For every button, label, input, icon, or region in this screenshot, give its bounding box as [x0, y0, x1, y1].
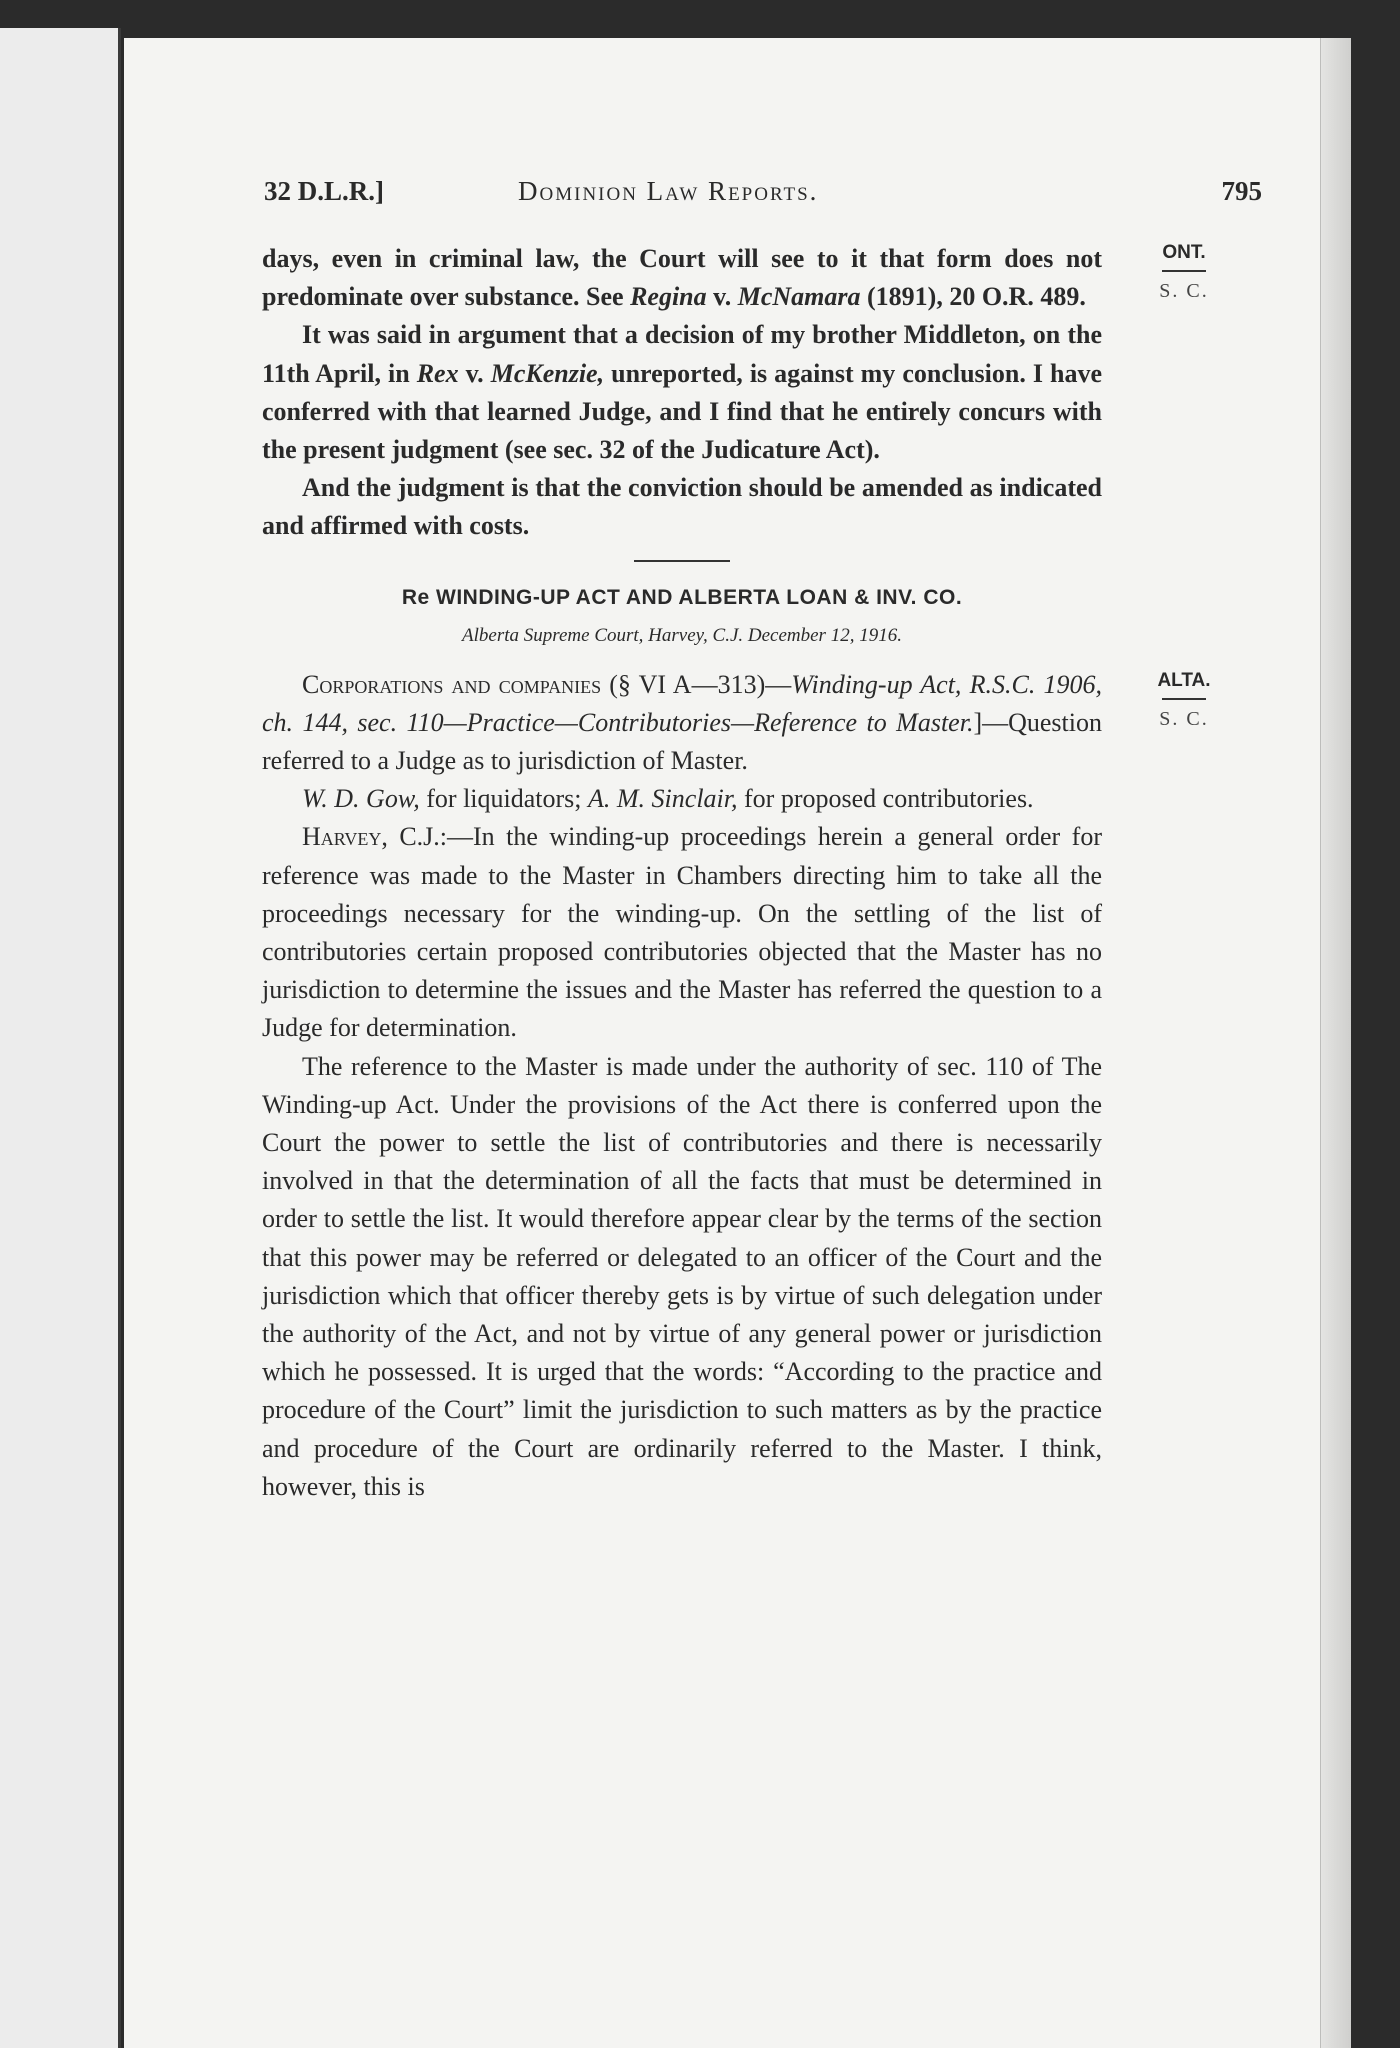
counsel-name: W. D. Gow, [302, 784, 420, 814]
prev-case-paragraph-1: days, even in criminal law, the Court will see to it that form does not predominate over substance. See Regina v. McNamara (1891), 20 O.R. 489. [262, 244, 1102, 312]
margin-province: ONT. [1162, 242, 1206, 263]
judgment-paragraph-1: Harvey, C.J.:—In the winding-up proceedings herein a general order for reference was made to the Master in Chambers directing him to take all the proceedings necessary for the winding-up. On the settling of the list of contributories certain proposed contributories objected that the Master has no jurisdiction to determine the issues and the Master has referred the question to a Judge for determination. [262, 822, 1102, 1043]
case-name: McNamara [737, 282, 861, 312]
counsel-name: A. M. Sinclair, [588, 784, 738, 814]
section-divider [634, 560, 730, 562]
margin-province: ALTA. [1157, 670, 1211, 691]
margin-note-ont [1148, 242, 1220, 303]
running-header [264, 170, 1262, 210]
margin-rule [1162, 698, 1206, 700]
judge-name: Harvey, [302, 822, 388, 852]
volume-reference: 32 D.L.R.] [264, 176, 384, 206]
case-name: McKenzie, [490, 358, 605, 388]
report-title: Dominion Law Reports. [518, 176, 819, 206]
margin-court: S. C. [1159, 708, 1209, 730]
case-name: Regina [630, 282, 707, 312]
case-title: Re WINDING-UP ACT AND ALBERTA LOAN & INV. CO. [401, 585, 963, 609]
margin-court: S. C. [1159, 280, 1209, 302]
counsel-line: W. D. Gow, for liquidators; A. M. Sinclair, for proposed contributories. [302, 784, 1034, 814]
court-line: Alberta Supreme Court, Harvey, C.J. December 12, 1916. [462, 624, 902, 646]
page-stack-edge [1320, 38, 1351, 2048]
headnote: Corporations and companies (§ VI A—313)—Winding-up Act, R.S.C. 1906, ch. 144, sec. 110—Practice—Contributories—Reference to Master.]—Question referred to a Judge as to jurisdiction of Master. [262, 669, 1103, 776]
facing-page-edge [0, 28, 121, 2048]
margin-note-alta [1148, 670, 1220, 731]
prev-case-paragraph-3: And the judgment is that the conviction should be amended as indicated and affirmed with costs. [262, 473, 1102, 541]
headnote-subject: Corporations and companies [302, 669, 602, 699]
prev-case-paragraph-2: It was said in argument that a decision of my brother Middleton, on the 11th April, in Rex v. McKenzie, unreported, is against my conclusion. I have conferred with that learned Judge, and I find that he entirely concurs with the present judgment (see sec. 32 of the Judicature Act). [262, 320, 1102, 465]
margin-rule [1162, 270, 1206, 272]
judgment-paragraph-2: The reference to the Master is made under the authority of sec. 110 of The Winding-up Act. Under the provisions of the Act there is conferred upon the Court the power to settle the list of contributories and there is necessarily involved in that the determination of all the facts that must be determined in order to settle the list. It would therefore appear clear by the terms of the section that this power may be referred or delegated to an officer of the Court and the jurisdiction which that officer thereby gets is by virtue of such delegation under the authority of the Act, and not by virtue of any general power or jurisdiction which he possessed. It is urged that the words: “According to the practice and procedure of the Court” limit the jurisdiction to such matters as by the practice and procedure of the Court are ordinarily referred to the Master. I think, however, this is [262, 1051, 1102, 1501]
case-name: Rex [416, 358, 459, 388]
page-number: 795 [1221, 176, 1262, 206]
headnote-topic: Winding-up Act, R.S.C. 1906, ch. 144, sec. 110—Practice—Contributories—Reference to Master. [262, 669, 1103, 737]
text-column [262, 240, 1102, 1506]
